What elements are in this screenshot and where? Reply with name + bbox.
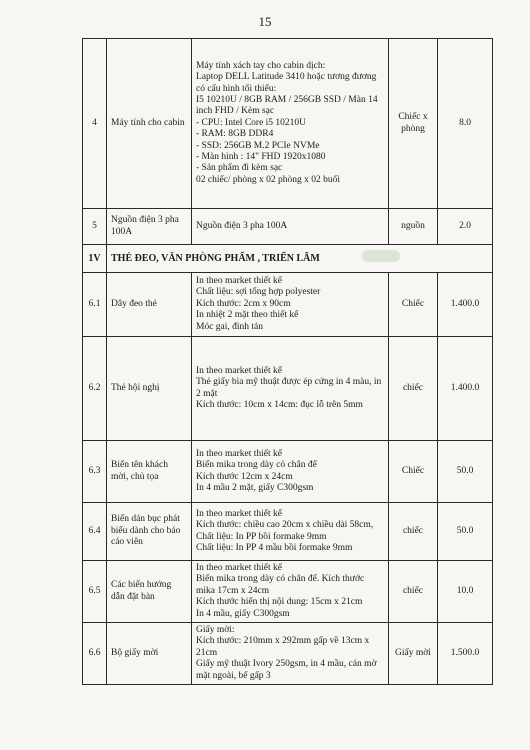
item-number: 6.1 — [83, 273, 107, 337]
description-line: có cấu hình tối thiểu: — [196, 83, 277, 94]
item-quantity: 50.0 — [438, 503, 493, 561]
description-line: Chất liệu: sợi tổng hợp polyester — [196, 287, 321, 298]
item-number: 6.3 — [83, 441, 107, 503]
item-description — [192, 503, 389, 561]
section-number: 1V — [83, 245, 107, 273]
description-line: Nguồn điện 3 pha 100A — [196, 220, 288, 231]
stamp-mark — [362, 250, 400, 262]
page-number: 15 — [258, 14, 272, 29]
description-line: Chất liệu: In PP 4 mầu bồi formake 9mm — [196, 542, 353, 553]
description-line: I5 10210U / 8GB RAM / 256GB SSD / Màn 14 — [196, 94, 378, 105]
item-number: 6.6 — [83, 623, 107, 685]
description-line: - Màn hình : 14" FHD 1920x1080 — [196, 152, 326, 163]
description-line: Kích thước 12cm x 24cm — [196, 471, 293, 482]
item-name: Máy tính cho cabin — [107, 39, 192, 209]
item-quantity: 1.500.0 — [438, 623, 493, 685]
item-table — [82, 38, 493, 685]
description-line: - RAM: 8GB DDR4 — [196, 129, 274, 140]
item-quantity: 1.400.0 — [438, 337, 493, 441]
item-name: Dây đeo thẻ — [107, 273, 192, 337]
table-row — [83, 503, 493, 561]
description-line: Thẻ giấy bìa mỹ thuật được ép cứng in 4 màu, in 2 mặt — [196, 377, 382, 399]
item-name: Các biển hướng dẫn đặt bàn — [107, 561, 192, 623]
description-line: Kích thước: 2cm x 90cm — [196, 298, 291, 309]
item-unit: Chiếc x phòng — [389, 39, 438, 209]
item-name: Biển dán bục phát biểu dành cho báo cáo viên — [107, 503, 192, 561]
description-line: 02 chiếc/ phòng x 02 phòng x 02 buổi — [196, 174, 341, 185]
item-quantity: 1.400.0 — [438, 273, 493, 337]
description-line: Laptop DELL Latitude 3410 hoặc tương đương — [196, 72, 377, 83]
section-title: THẺ ĐEO, VĂN PHÒNG PHẨM , TRIỂN LÃM — [107, 245, 493, 273]
item-unit: chiếc — [389, 337, 438, 441]
table-row — [83, 561, 493, 623]
description-line: Kích thước: 210mm x 292mm gấp về 13cm x 21cm — [196, 636, 370, 658]
item-name: Thẻ hội nghị — [107, 337, 192, 441]
item-quantity: 8.0 — [438, 39, 493, 209]
item-description — [192, 209, 389, 245]
description-line: In theo market thiết kế — [196, 508, 282, 519]
item-unit: Giấy mời — [389, 623, 438, 685]
table-row — [83, 623, 493, 685]
item-number: 6.4 — [83, 503, 107, 561]
item-number: 6.5 — [83, 561, 107, 623]
table-row — [83, 39, 493, 209]
description-line: Giấy mỹ thuật Ivory 250gsm, in 4 mầu, cán mờ mặt ngoài, bế gấp 3 — [196, 659, 377, 681]
item-unit: Chiếc — [389, 273, 438, 337]
description-line: Máy tính xách tay cho cabin dịch: — [196, 60, 326, 71]
table-row — [83, 441, 493, 503]
section-row — [83, 245, 493, 273]
item-description — [192, 337, 389, 441]
item-quantity: 50.0 — [438, 441, 493, 503]
description-line: In nhiệt 2 mặt theo thiết kế — [196, 310, 299, 321]
description-line: Giấy mời: — [196, 625, 235, 636]
description-line: Chất liệu: In PP bồi formake 9mm — [196, 531, 327, 542]
item-description — [192, 273, 389, 337]
description-line: In theo market thiết kế — [196, 365, 282, 376]
item-quantity: 10.0 — [438, 561, 493, 623]
item-description — [192, 441, 389, 503]
description-line: Kích thước: chiều cao 20cm x chiều dài 58cm, — [196, 520, 374, 531]
item-unit: chiếc — [389, 503, 438, 561]
description-line: In theo market thiết kế — [196, 563, 282, 573]
item-description — [192, 39, 389, 209]
item-unit: nguồn — [389, 209, 438, 245]
item-number: 5 — [83, 209, 107, 245]
item-quantity: 2.0 — [438, 209, 493, 245]
item-unit: chiếc — [389, 561, 438, 623]
description-line: inch FHD / Kèm sạc — [196, 106, 275, 117]
item-unit: Chiếc — [389, 441, 438, 503]
item-name: Biển tên khách mời, chủ tọa — [107, 441, 192, 503]
item-name: Nguồn điện 3 pha 100A — [107, 209, 192, 245]
description-line: In 4 mầu 2 mặt, giấy C300gsm — [196, 482, 314, 493]
item-number: 4 — [83, 39, 107, 209]
description-line: Biển mika trong dày có chân đế — [196, 460, 317, 471]
item-number: 6.2 — [83, 337, 107, 441]
description-line: In 4 mầu, giấy C300gsm — [196, 608, 290, 619]
item-description — [192, 623, 389, 685]
description-line: Móc gai, đinh tán — [196, 321, 264, 332]
item-description — [192, 561, 389, 623]
description-line: Kích thước hiển thị nội dung: 15cm x 21cm — [196, 597, 363, 608]
description-line: - Sản phẩm đi kèm sạc — [196, 163, 283, 174]
description-line: Kích thước: 10cm x 14cm: đục lỗ trên 5mm — [196, 399, 363, 410]
item-name: Bộ giấy mời — [107, 623, 192, 685]
table-row — [83, 337, 493, 441]
description-line: In theo market thiết kế — [196, 275, 282, 286]
description-line: Biển mika trong dày có chân đế. Kích thước mika 17cm x 24cm — [196, 574, 365, 596]
description-line: - CPU: Intel Core i5 10210U — [196, 117, 307, 128]
table-row — [83, 209, 493, 245]
description-line: In theo market thiết kế — [196, 448, 282, 459]
table-row — [83, 273, 493, 337]
description-line: - SSD: 256GB M.2 PCIe NVMe — [196, 140, 320, 151]
